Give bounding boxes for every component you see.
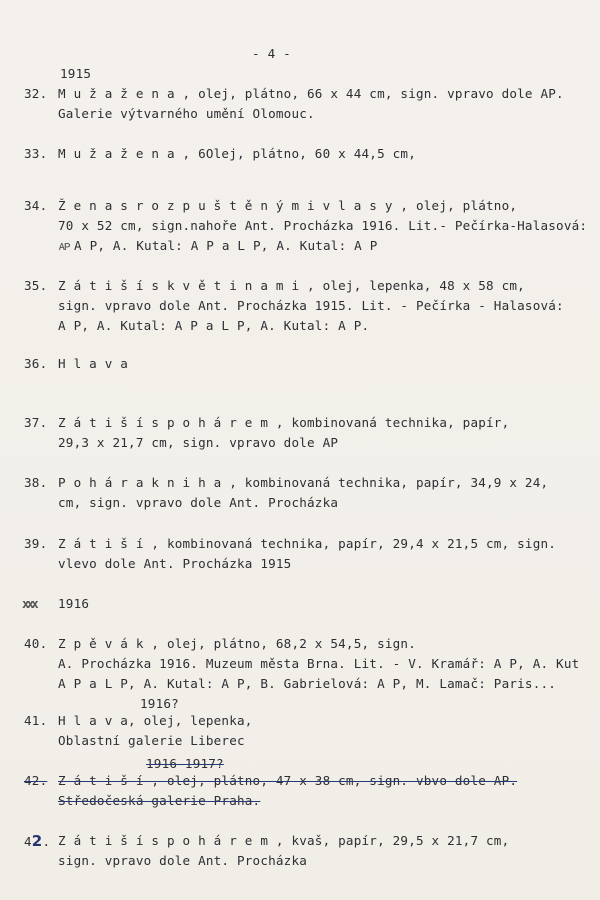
entry-34-overstrike: ᴀᴘ [58, 238, 70, 253]
entry-36-line-1: H l a v a [58, 356, 129, 371]
entry-40-line-1: Z p ě v á k , olej, plátno, 68,2 x 54,5, sign. [58, 636, 416, 651]
entry-40-number: 40. [24, 636, 48, 651]
entry-33-number: 33. [24, 146, 48, 161]
year-heading-1915: 1915 [60, 66, 92, 81]
entry-34-line-3: A P, A. Kutal: A P a L P, A. Kutal: A P [74, 238, 378, 253]
entry-41-date-note: 1916? [140, 696, 179, 711]
entry-43-number [24, 833, 50, 850]
entry-34-line-2: 70 x 52 cm, sign.nahoře Ant. Procházka 1916. Lit.- Pečírka-Halasová: [58, 218, 588, 233]
entry-42-date-note: 1916-1917? [146, 756, 224, 771]
year-1916-overstrike: xxx [22, 596, 36, 611]
entry-37-line-1: Z á t i š í s p o h á r e m , kombinovaná technika, papír, [58, 415, 510, 430]
entry-42-number: 42. [24, 773, 48, 788]
entry-42-line-1: Z á t i š í , olej, plátno, 47 x 38 cm, sign. vbvo dole AP. [58, 773, 518, 788]
entry-34-line-1: Ž e n a s r o z p u š t ě n ý m i v l a s y , olej, plátno, [58, 198, 518, 213]
entry-43-number-dot: . [42, 834, 51, 849]
year-heading-1916: 1916 [58, 596, 90, 611]
entry-37-number: 37. [24, 415, 48, 430]
entry-38-number: 38. [24, 475, 48, 490]
entry-39-line-2: vlevo dole Ant. Procházka 1915 [58, 556, 292, 571]
entry-35-line-2: sign. vpravo dole Ant. Procházka 1915. Lit. - Pečírka - Halasová: [58, 298, 564, 313]
entry-33-line-1: M u ž a ž e n a , 6Oleј, plátno, 60 x 44,5 cm, [58, 146, 416, 161]
entry-43-line-2: sign. vpravo dole Ant. Procházka [58, 853, 308, 868]
entry-38-line-2: cm, sign. vpravo dole Ant. Procházka [58, 495, 339, 510]
entry-43-number-typed: 4 [24, 834, 32, 849]
entry-41-line-1: H l a v a, olej, lepenka, [58, 713, 253, 728]
entry-39-line-1: Z á t i š í , kombinovaná technika, papír, 29,4 x 21,5 cm, sign. [58, 536, 557, 551]
entry-32-line-1: M u ž a ž e n a , olej, plátno, 66 x 44 cm, sign. vpravo dole AP. [58, 86, 564, 101]
entry-41-number: 41. [24, 713, 48, 728]
entry-39-number: 39. [24, 536, 48, 551]
entry-35-number: 35. [24, 278, 48, 293]
entry-36-number: 36. [24, 356, 48, 371]
entry-32-number: 32. [24, 86, 48, 101]
entry-35-line-3: A P, A. Kutal: A P a L P, A. Kutal: A P. [58, 318, 370, 333]
entry-34-number: 34. [24, 198, 48, 213]
entry-43-number-handwritten: 2 [31, 832, 43, 850]
entry-40-line-3: A P a L P, A. Kutal: A P, B. Gabrielová: A P, M. Lamač: Paris... [58, 676, 557, 691]
entry-37-line-2: 29,3 x 21,7 cm, sign. vpravo dole AP [58, 435, 339, 450]
entry-38-line-1: P o h á r a k n i h a , kombinovaná technika, papír, 34,9 x 24, [58, 475, 549, 490]
entry-42-line-2: Středočeská galerie Praha. [58, 793, 261, 808]
entry-35-line-1: Z á t i š í s k v ě t i n a m i , olej, lepenka, 48 x 58 cm, [58, 278, 525, 293]
page-number: - 4 - [252, 46, 291, 61]
entry-32-line-2: Galerie výtvarného umění Olomouc. [58, 106, 315, 121]
entry-43-line-1: Z á t i š í s p o h á r e m , kvaš, papír, 29,5 x 21,7 cm, [58, 833, 510, 848]
entry-41-line-2: Oblastní galerie Liberec [58, 733, 245, 748]
entry-40-line-2: A. Procházka 1916. Muzeum města Brna. Lit. - V. Kramář: A P, A. Kut [58, 656, 580, 671]
